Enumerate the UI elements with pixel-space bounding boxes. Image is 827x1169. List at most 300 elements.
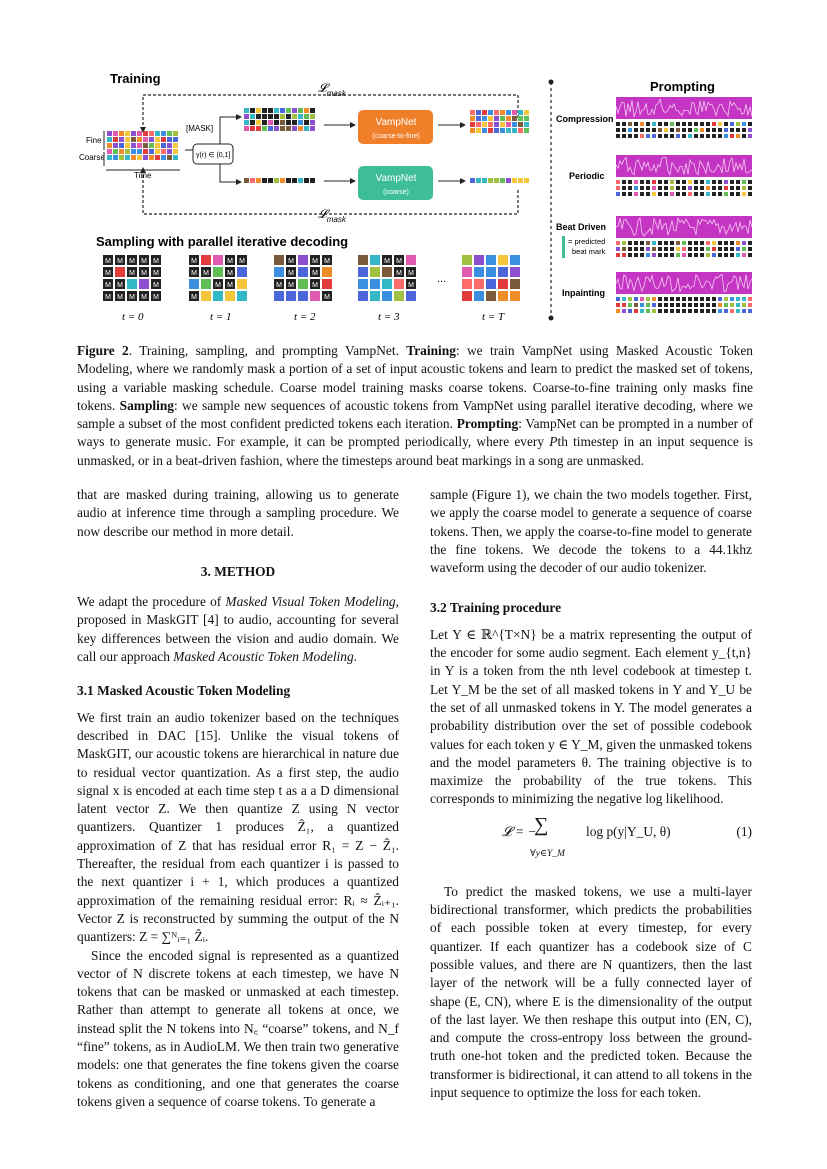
- mask-token-label: M: [153, 257, 159, 265]
- mask-token: [658, 122, 662, 126]
- mask-token: [634, 253, 638, 257]
- mask-token: [694, 309, 698, 313]
- mask-token: [664, 134, 668, 138]
- token-cell: [268, 120, 273, 125]
- token-cell: [748, 134, 752, 138]
- token-cell: [488, 116, 493, 121]
- mask-token: [700, 180, 704, 184]
- mask-token-label: M: [117, 257, 123, 265]
- mask-token: [688, 247, 692, 251]
- mask-token: [748, 253, 752, 257]
- mask-token: [730, 192, 734, 196]
- mask-token-label: M: [153, 269, 159, 277]
- mask-token-label: M: [105, 257, 111, 265]
- mask-token: [664, 192, 668, 196]
- mask-token: [634, 247, 638, 251]
- token-cell: [622, 241, 626, 245]
- token-cell: [225, 291, 235, 301]
- token-cell: [298, 178, 303, 183]
- time-label: Time: [134, 171, 152, 180]
- step-label-T: t = T: [482, 311, 505, 323]
- token-cell: [512, 110, 517, 115]
- mask-token: [706, 309, 710, 313]
- token-cell: [670, 122, 674, 126]
- token-cell: [250, 114, 255, 119]
- token-cell: [634, 186, 638, 190]
- token-cell: [494, 178, 499, 183]
- mask-token: [694, 192, 698, 196]
- token-cell: [706, 241, 710, 245]
- mask-token: [664, 122, 668, 126]
- token-cell: [676, 253, 680, 257]
- token-cell: [358, 255, 368, 265]
- mask-token: [682, 122, 686, 126]
- token-cell: [173, 149, 178, 154]
- token-cell: [286, 108, 291, 113]
- token-cell: [213, 267, 223, 277]
- mask-token: [712, 186, 716, 190]
- mask-token: [730, 180, 734, 184]
- mask-token: [634, 241, 638, 245]
- token-cell: [406, 291, 416, 301]
- prompt-token-strip: [616, 180, 752, 196]
- mask-token: [628, 134, 632, 138]
- token-cell: [658, 128, 662, 132]
- prompt-compression-label: Compression: [556, 114, 614, 124]
- token-cell: [706, 186, 710, 190]
- mask-token-label: M: [191, 293, 197, 301]
- mask-token: [688, 303, 692, 307]
- mask-token: [646, 186, 650, 190]
- token-cell: [640, 303, 644, 307]
- token-cell: [736, 122, 740, 126]
- mask-token: [664, 241, 668, 245]
- masked-fine-grid: [244, 108, 315, 131]
- section-3-title: 3. METHOD: [200, 563, 276, 579]
- beat-legend-2: beat mark: [572, 247, 606, 256]
- mask-token-label: M: [141, 293, 147, 301]
- token-cell: [125, 131, 130, 136]
- mask-token-label: M: [227, 257, 233, 265]
- token-cell: [682, 241, 686, 245]
- mask-token: [694, 253, 698, 257]
- token-cell: [724, 192, 728, 196]
- token-cell: [107, 155, 112, 160]
- mask-token-label: M: [312, 269, 318, 277]
- token-cell: [488, 128, 493, 133]
- token-cell: [298, 120, 303, 125]
- mask-token: [622, 186, 626, 190]
- mask-token-label: M: [288, 269, 294, 277]
- mask-token: [622, 122, 626, 126]
- mask-token: [736, 180, 740, 184]
- token-cell: [476, 110, 481, 115]
- mask-token: [616, 128, 620, 132]
- token-cell: [173, 131, 178, 136]
- token-cell: [742, 303, 746, 307]
- mask-token: [724, 253, 728, 257]
- token-cell: [688, 186, 692, 190]
- right-paragraph-1: sample (Figure 1), we chain the two models together. First, we apply the coarse model to generate a sequence of coarse tokens. Then, we apply the coarse-to-fine model to generate the fine tokens. We decode the tokens to a 44.1khz waveform using the decoder of our audio tokenizer.: [430, 487, 752, 576]
- token-cell: [143, 155, 148, 160]
- mask-token: [640, 241, 644, 245]
- mask-token: [622, 134, 626, 138]
- mask-token: [700, 253, 704, 257]
- token-cell: [712, 241, 716, 245]
- token-cell: [462, 255, 472, 265]
- token-cell: [474, 279, 484, 289]
- mask-token: [718, 186, 722, 190]
- mask-token: [634, 122, 638, 126]
- mask-token: [262, 178, 267, 183]
- token-cell: [256, 178, 261, 183]
- token-cell: [244, 108, 249, 113]
- token-cell: [280, 108, 285, 113]
- mask-token: [628, 247, 632, 251]
- token-cell: [628, 122, 632, 126]
- token-cell: [113, 143, 118, 148]
- token-cell: [125, 137, 130, 142]
- token-cell: [406, 255, 416, 265]
- mask-token: [676, 186, 680, 190]
- token-cell: [149, 143, 154, 148]
- mask-token-label: M: [408, 281, 414, 289]
- token-cell: [512, 128, 517, 133]
- token-cell: [155, 137, 160, 142]
- mask-token: [676, 122, 680, 126]
- token-cell: [189, 279, 199, 289]
- mask-token: [304, 178, 309, 183]
- token-cell: [474, 255, 484, 265]
- mask-token: [718, 128, 722, 132]
- token-cell: [167, 143, 172, 148]
- token-cell: [652, 122, 656, 126]
- token-cell: [482, 116, 487, 121]
- prompt-visuals: [616, 97, 752, 313]
- mask-token: [634, 128, 638, 132]
- token-cell: [688, 134, 692, 138]
- mask-token: [700, 303, 704, 307]
- figure-2: [0, 0, 827, 330]
- training-title: Training: [110, 71, 161, 86]
- token-cell: [736, 247, 740, 251]
- token-cell: [646, 309, 650, 313]
- token-cell: [652, 241, 656, 245]
- token-cell: [498, 255, 508, 265]
- mask-token: [658, 241, 662, 245]
- mask-token: [658, 297, 662, 301]
- token-cell: [274, 291, 284, 301]
- token-cell: [724, 303, 728, 307]
- mask-token: [700, 192, 704, 196]
- gamma-label: γ(r) ∈ (0,1]: [196, 152, 231, 159]
- model1-name: VampNet: [375, 117, 417, 128]
- mask-token: [718, 247, 722, 251]
- token-cell: [724, 309, 728, 313]
- mask-token: [640, 128, 644, 132]
- mask-token-label: M: [203, 269, 209, 277]
- token-cell: [113, 137, 118, 142]
- token-cell: [244, 126, 249, 131]
- mask-token: [664, 303, 668, 307]
- token-cell: [470, 122, 475, 127]
- mask-token: [670, 134, 674, 138]
- equation-sum: ∑: [534, 813, 549, 836]
- mask-token: [748, 180, 752, 184]
- token-cell: [274, 255, 284, 265]
- token-cell: [700, 128, 704, 132]
- token-cell: [518, 128, 523, 133]
- token-cell: [736, 303, 740, 307]
- token-cell: [470, 178, 475, 183]
- mask-token: [670, 253, 674, 257]
- token-cell: [706, 192, 710, 196]
- token-cell: [628, 297, 632, 301]
- mask-token: [742, 128, 746, 132]
- token-cell: [149, 149, 154, 154]
- mask-token: [640, 180, 644, 184]
- mask-token-label: M: [191, 257, 197, 265]
- token-cell: [646, 134, 650, 138]
- predicted-fine-grid: [470, 110, 529, 133]
- token-cell: [131, 149, 136, 154]
- mask-token-label: M: [288, 281, 294, 289]
- token-cell: [256, 108, 261, 113]
- mask-token: [616, 134, 620, 138]
- token-cell: [742, 309, 746, 313]
- mask-token: [700, 247, 704, 251]
- token-cell: [730, 134, 734, 138]
- token-cell: [652, 309, 656, 313]
- mask-token: [622, 180, 626, 184]
- token-cell: [280, 178, 285, 183]
- token-cell: [628, 303, 632, 307]
- token-cell: [518, 178, 523, 183]
- token-cell: [139, 279, 149, 289]
- token-cell: [161, 143, 166, 148]
- mask-token: [694, 297, 698, 301]
- mask-token: [664, 297, 668, 301]
- token-cell: [298, 279, 308, 289]
- token-cell: [676, 247, 680, 251]
- token-cell: [676, 241, 680, 245]
- mask-token: [706, 303, 710, 307]
- token-cell: [724, 297, 728, 301]
- mask-token-label: M: [153, 281, 159, 289]
- mask-token: [310, 108, 315, 113]
- token-cell: [486, 255, 496, 265]
- mask-token-label: M: [227, 269, 233, 277]
- token-cell: [742, 186, 746, 190]
- mask-token-label: M: [117, 281, 123, 289]
- token-cell: [682, 247, 686, 251]
- token-cell: [304, 126, 309, 131]
- mask-token: [676, 309, 680, 313]
- token-cell: [119, 149, 124, 154]
- token-cell: [149, 155, 154, 160]
- token-cell: [506, 110, 511, 115]
- token-cell: [137, 131, 142, 136]
- token-cell: [718, 297, 722, 301]
- mask-token: [268, 108, 273, 113]
- mask-token: [676, 180, 680, 184]
- mask-token: [664, 309, 668, 313]
- token-cell: [310, 114, 315, 119]
- mask-token-label: M: [141, 257, 147, 265]
- token-cell: [652, 192, 656, 196]
- mask-token: [670, 241, 674, 245]
- mask-token: [718, 253, 722, 257]
- mask-token-label: M: [227, 281, 233, 289]
- token-cell: [646, 241, 650, 245]
- token-cell: [736, 134, 740, 138]
- mask-token: [694, 180, 698, 184]
- mask-token: [652, 128, 656, 132]
- token-cell: [524, 116, 529, 121]
- mask-token: [712, 180, 716, 184]
- token-cell: [706, 180, 710, 184]
- mask-token: [628, 180, 632, 184]
- token-cell: [370, 291, 380, 301]
- step-label-1: t = 1: [210, 311, 232, 323]
- mask-token: [304, 120, 309, 125]
- mask-token-label: M: [312, 257, 318, 265]
- token-cell: [748, 309, 752, 313]
- token-cell: [500, 128, 505, 133]
- token-cell: [670, 180, 674, 184]
- token-cell: [742, 192, 746, 196]
- token-cell: [167, 137, 172, 142]
- token-cell: [634, 192, 638, 196]
- token-cell: [358, 291, 368, 301]
- mask-token: [700, 186, 704, 190]
- token-cell: [155, 155, 160, 160]
- token-cell: [500, 178, 505, 183]
- token-cell: [292, 114, 297, 119]
- mask-token: [292, 120, 297, 125]
- token-cell: [292, 108, 297, 113]
- mask-token: [712, 134, 716, 138]
- token-cell: [718, 303, 722, 307]
- token-cell: [512, 122, 517, 127]
- token-cell: [201, 255, 211, 265]
- mask-token-label: M: [105, 293, 111, 301]
- token-cell: [652, 186, 656, 190]
- sampling-step-grid: [274, 255, 332, 301]
- mask-token-label: M: [191, 269, 197, 277]
- sampling-steps: [103, 255, 520, 301]
- mask-token: [682, 180, 686, 184]
- mask-token: [670, 128, 674, 132]
- token-cell: [488, 178, 493, 183]
- right-paragraph-3: To predict the masked tokens, we use a multi-layer bidirectional transformer, which predicts the probabilities of each possible token at every timestep, for every quantizer. If each quantizer has a codebook size of C possible values, and there are N quantizers, then the last layer of the network will be a fully connected layer of shape (E, CN), where E is the dimensionality of the output of the last layer. We then reshape this output into (EN, C), and compute the cross-entropy loss between the ground-truth one-hot token and the predicted token. Because the transformer is bidirectional, it can attend to all tokens in the input sequence to optimize the loss for each token.: [430, 883, 752, 1101]
- token-cell: [616, 186, 620, 190]
- caption-fig-label: Figure 2: [77, 343, 129, 358]
- token-cell: [113, 149, 118, 154]
- token-cell: [706, 247, 710, 251]
- mask-token: [736, 192, 740, 196]
- mask-token-label: M: [324, 293, 330, 301]
- caption-prompting-text: : VampNet can be prompted in a number of ways to generate music. For example, it can be prompted periodically, where every: [77, 416, 753, 450]
- prompt-beat-label: Beat Driven: [556, 222, 607, 232]
- token-cell: [510, 255, 520, 265]
- masked-coarse-grid: [244, 178, 315, 183]
- beat-legend-bar: [562, 236, 565, 258]
- mask-token: [664, 186, 668, 190]
- caption-prompting-text2: th timestep in an input sequence is unmasked, or in a beat-driven fashion, where the timesteps around beat markings in a song are unmasked.: [77, 434, 753, 468]
- token-cell: [706, 253, 710, 257]
- token-cell: [748, 128, 752, 132]
- token-cell: [622, 253, 626, 257]
- mask-token: [664, 247, 668, 251]
- equation-number: (1): [736, 823, 752, 839]
- mask-token: [646, 192, 650, 196]
- mask-token: [670, 247, 674, 251]
- token-cell: [482, 122, 487, 127]
- token-cell: [161, 155, 166, 160]
- mask-token: [646, 122, 650, 126]
- mask-token: [670, 303, 674, 307]
- mask-token: [748, 186, 752, 190]
- sampling-step-grid: [189, 255, 247, 301]
- mask-token: [640, 186, 644, 190]
- token-cell: [127, 279, 137, 289]
- mask-token: [658, 192, 662, 196]
- token-cell: [107, 131, 112, 136]
- sampling-step-grid: [358, 255, 416, 301]
- token-cell: [634, 297, 638, 301]
- token-cell: [113, 155, 118, 160]
- step-label-3: t = 3: [378, 311, 400, 323]
- left-column: [77, 486, 399, 1111]
- mask-token: [700, 241, 704, 245]
- token-cell: [518, 110, 523, 115]
- token-cell: [670, 186, 674, 190]
- mask-token-label: M: [312, 281, 318, 289]
- token-cell: [724, 134, 728, 138]
- mask-token: [658, 247, 662, 251]
- token-cell: [628, 128, 632, 132]
- token-cell: [736, 253, 740, 257]
- mask-token: [688, 241, 692, 245]
- token-cell: [274, 178, 279, 183]
- token-cell: [476, 178, 481, 183]
- token-cell: [143, 143, 148, 148]
- token-cell: [115, 267, 125, 277]
- token-cell: [694, 128, 698, 132]
- mask-token: [694, 122, 698, 126]
- mask-token: [664, 180, 668, 184]
- token-cell: [143, 149, 148, 154]
- token-cell: [201, 279, 211, 289]
- token-cell: [742, 122, 746, 126]
- token-cell: [137, 143, 142, 148]
- token-cell: [256, 126, 261, 131]
- coarse-label: Coarse: [79, 153, 105, 162]
- token-cell: [470, 116, 475, 121]
- token-cell: [382, 291, 392, 301]
- token-cell: [213, 255, 223, 265]
- mask-token: [718, 134, 722, 138]
- mask-token: [616, 122, 620, 126]
- fine-label: Fine: [86, 136, 102, 145]
- mask-token: [694, 247, 698, 251]
- right-column: [430, 486, 752, 1102]
- prompt-token-strip: [616, 297, 752, 313]
- mask-token: [688, 122, 692, 126]
- token-cell: [524, 122, 529, 127]
- token-cell: [310, 120, 315, 125]
